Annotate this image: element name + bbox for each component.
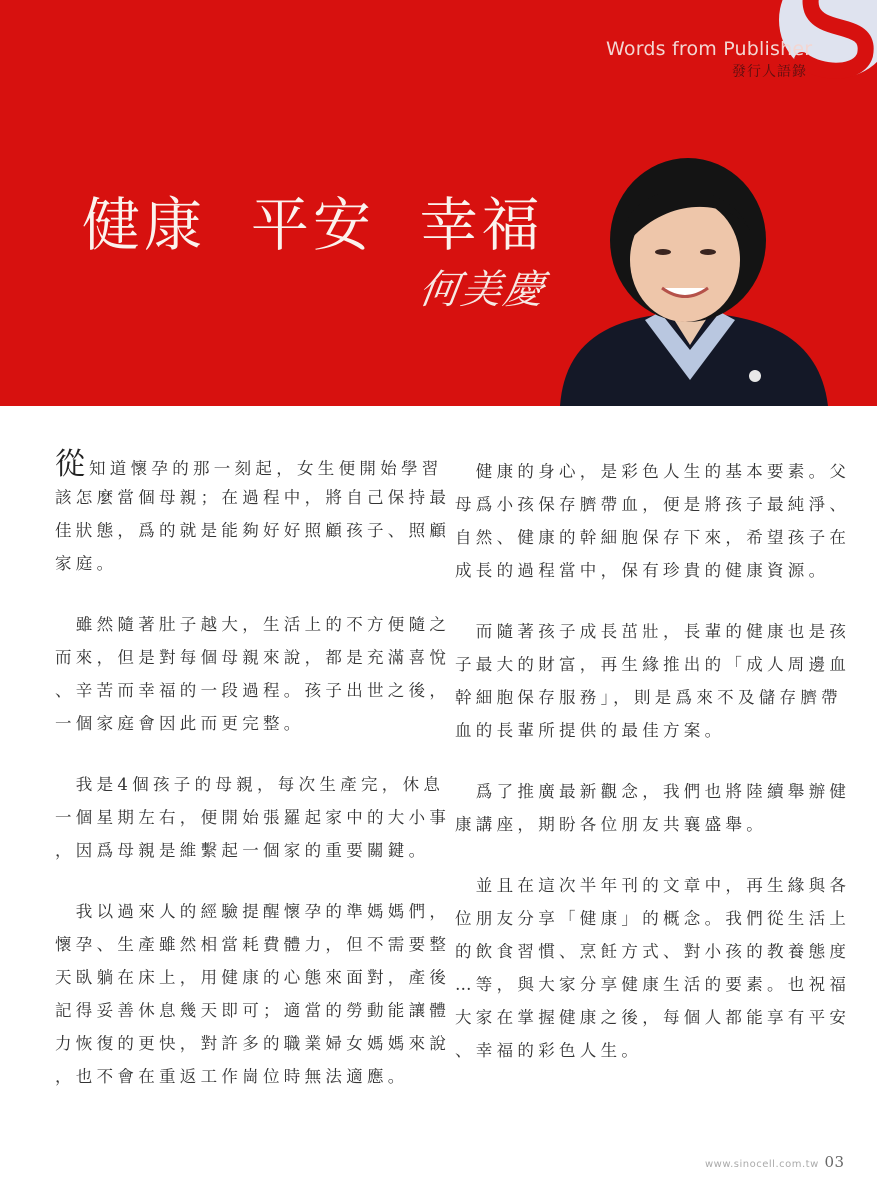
text-line: 、辛苦而幸福的一段過程。孩子出世之後，	[55, 681, 451, 700]
text: 知道懷孕的那一刻起，女生便開始學習	[89, 459, 443, 478]
publisher-portrait	[550, 140, 835, 406]
text-line: 力恢復的更快，對許多的職業婦女媽媽來說	[55, 1034, 451, 1053]
text-line: 自然、健康的幹細胞保存下來，希望孩子在	[455, 528, 851, 547]
text-line: 而隨著孩子成長茁壯，長輩的健康也是孩	[455, 622, 851, 641]
website-url: www.sinocell.com.tw	[705, 1159, 819, 1170]
text-line: 而來，但是對每個母親來說，都是充滿喜悅	[55, 648, 451, 667]
text-line: ，因爲母親是維繫起一個家的重要關鍵。	[55, 841, 430, 860]
text-line: 該怎麼當個母親；在過程中，將自己保持最	[55, 488, 451, 507]
text-line: 成長的過程當中，保有珍貴的健康資源。	[455, 561, 830, 580]
paragraph	[55, 447, 451, 580]
article-column-right	[455, 455, 851, 1095]
section-title-en: Words from Publisher	[606, 38, 813, 60]
text-line: 幹細胞保存服務」，則是爲來不及儲存臍帶	[455, 688, 842, 707]
page-footer	[705, 1153, 845, 1171]
text-line: 健康的身心，是彩色人生的基本要素。父	[455, 462, 851, 481]
text-line: 家庭。	[55, 554, 118, 573]
text-line: 子最大的財富，再生緣推出的「成人周邊血	[455, 655, 851, 674]
text-line: 並且在這次半年刊的文章中，再生緣與各	[455, 876, 851, 895]
text-line: 我是4個孩子的母親，每次生產完，休息	[55, 775, 445, 794]
page-number: 03	[824, 1153, 845, 1171]
text-line: 佳狀態，爲的就是能夠好好照顧孩子、照顧	[55, 521, 451, 540]
text-line: 天臥躺在床上，用健康的心態來面對，產後	[55, 968, 451, 987]
section-title-zh: 發行人語錄	[732, 64, 807, 80]
text-line: …等，與大家分享健康生活的要素。也祝福	[455, 975, 851, 994]
text-line: 懷孕、生產雖然相當耗費體力，但不需要整	[55, 935, 451, 954]
text-line: 位朋友分享「健康」的概念。我們從生活上	[455, 909, 851, 928]
text-line: 的飲食習慣、烹飪方式、對小孩的教養態度	[455, 942, 851, 961]
text-line: 大家在掌握健康之後，每個人都能享有平安	[455, 1008, 851, 1027]
paragraph	[55, 768, 451, 867]
article-column-left	[55, 447, 451, 1121]
text-line: 、幸福的彩色人生。	[455, 1041, 643, 1060]
text-line: 記得妥善休息幾天即可；適當的勞動能讓體	[55, 1001, 451, 1020]
author-signature: 何美慶	[416, 267, 549, 313]
text-line: 一個星期左右，便開始張羅起家中的大小事	[55, 808, 451, 827]
text-line: 母爲小孩保存臍帶血，便是將孩子最純淨、	[455, 495, 851, 514]
text-line: 一個家庭會因此而更完整。	[55, 714, 305, 733]
header-banner	[0, 0, 877, 406]
paragraph	[455, 775, 851, 841]
text-line: 血的長輩所提供的最佳方案。	[455, 721, 726, 740]
text-line: 爲了推廣最新觀念，我們也將陸續舉辦健	[455, 782, 851, 801]
text-line: 康講座，期盼各位朋友共襄盛舉。	[455, 815, 767, 834]
text-line: 雖然隨著肚子越大，生活上的不方便隨之	[55, 615, 451, 634]
text-line: ，也不會在重返工作崗位時無法適應。	[55, 1067, 409, 1086]
paragraph	[455, 869, 851, 1067]
paragraph	[55, 608, 451, 740]
drop-cap: 從	[55, 447, 87, 482]
paragraph	[455, 615, 851, 747]
paragraph	[55, 895, 451, 1093]
text-line: 我以過來人的經驗提醒懷孕的準媽媽們，	[55, 902, 451, 921]
paragraph	[455, 455, 851, 587]
article-title: 健康 平安 幸福	[82, 191, 544, 259]
text-line	[55, 447, 443, 482]
